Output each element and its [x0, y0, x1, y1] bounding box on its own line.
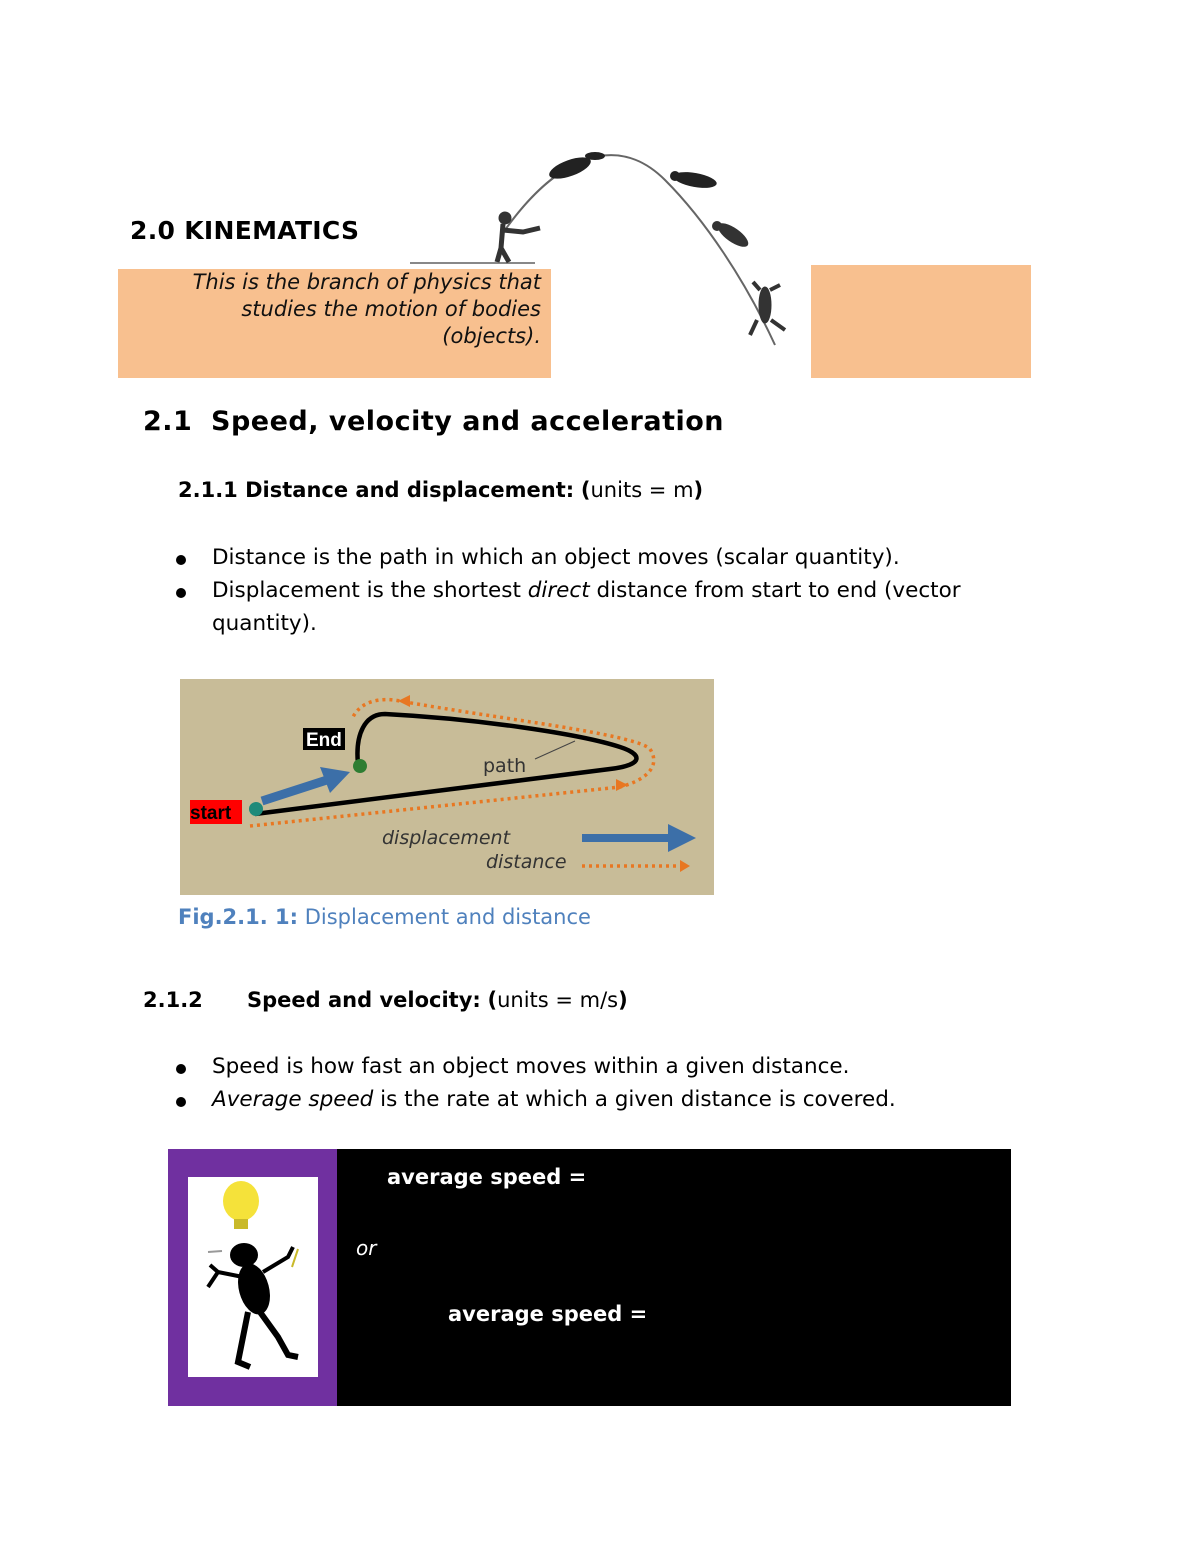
list-item	[172, 1083, 1052, 1116]
distance-label: distance	[486, 851, 567, 873]
subsection-title: 2.1.1 Distance and displacement:	[178, 478, 575, 502]
subsection-2-1-1-heading	[178, 478, 703, 502]
jumper-figure-start	[497, 212, 540, 262]
section-2-1-heading	[143, 406, 724, 437]
idea-side-panel	[168, 1149, 337, 1406]
bullet-text: distance from start to end (vector quantity).	[212, 578, 961, 636]
bullet-icon	[176, 1097, 186, 1107]
trajectory-arc	[505, 155, 775, 345]
definition-line: studies the motion of bodies	[241, 297, 541, 321]
bullet-text: is the rate at which a given distance is covered.	[373, 1087, 896, 1112]
distance-arrowhead	[398, 695, 410, 707]
subsection-title: Speed and velocity:	[247, 988, 481, 1012]
bullet-icon	[176, 1064, 186, 1074]
caption-label: Fig.2.1. 1:	[178, 905, 299, 929]
jumper-illustration	[405, 140, 805, 355]
displacement-arrow-shaft	[262, 779, 330, 801]
units-paren: )	[618, 988, 628, 1012]
formula-line-1: average speed =	[387, 1165, 587, 1189]
subsection-2-1-2-heading	[143, 988, 628, 1012]
jumper-figure-rising	[547, 152, 605, 183]
formula-or: or	[356, 1236, 377, 1260]
units-paren: )	[693, 478, 704, 502]
legend-distance-arrowhead	[680, 860, 690, 872]
bullet-emphasis: Average speed	[212, 1087, 374, 1112]
end-label: End	[306, 730, 342, 751]
path-label: path	[483, 755, 527, 777]
section-number: 2.1	[143, 406, 193, 437]
lightbulb-icon	[223, 1181, 259, 1221]
decorative-peach-box	[811, 265, 1031, 378]
bullet-icon	[176, 588, 186, 598]
bullet-text: Speed is how fast an object moves within a given distance.	[212, 1054, 850, 1079]
start-point-icon	[249, 802, 263, 816]
units-text: units = m/s	[497, 988, 619, 1012]
page-title: 2.0 KINEMATICS	[130, 216, 360, 245]
units-paren: (	[487, 988, 498, 1012]
bullet-text: Displacement is the shortest	[212, 578, 528, 603]
legend-displacement-arrowhead	[668, 824, 696, 852]
average-speed-formula-box	[168, 1149, 1011, 1406]
displacement-label: displacement	[382, 827, 511, 849]
caption-text: Displacement and distance	[298, 905, 591, 929]
bullet-emphasis: direct	[527, 578, 590, 603]
units-paren: (	[580, 478, 591, 502]
end-point-icon	[353, 759, 367, 773]
distance-arrowhead	[616, 779, 628, 791]
subsection-number: 2.1.2	[143, 988, 203, 1012]
section-title: Speed, velocity and acceleration	[211, 406, 725, 437]
speed-bullet-list	[172, 1050, 1052, 1116]
list-item	[172, 1050, 1052, 1083]
bullet-icon	[176, 555, 186, 565]
figure-drawing	[180, 679, 714, 895]
idea-card	[188, 1177, 318, 1377]
path-pointer-line	[535, 741, 575, 759]
distance-bullet-list	[172, 541, 1052, 640]
definition-line: This is the branch of physics that	[192, 270, 541, 294]
thinking-person-icon	[188, 1177, 318, 1377]
units-text: units = m	[590, 478, 694, 502]
displacement-distance-figure	[180, 679, 714, 895]
start-label: start	[190, 803, 232, 824]
list-item	[172, 541, 1052, 574]
figure-caption	[178, 905, 591, 929]
list-item	[172, 574, 1052, 640]
bullet-text: Distance is the path in which an object moves (scalar quantity).	[212, 545, 900, 570]
definition-line: (objects).	[442, 324, 541, 348]
formula-line-2: average speed =	[448, 1302, 648, 1326]
jumper-figure-peak	[670, 169, 718, 190]
